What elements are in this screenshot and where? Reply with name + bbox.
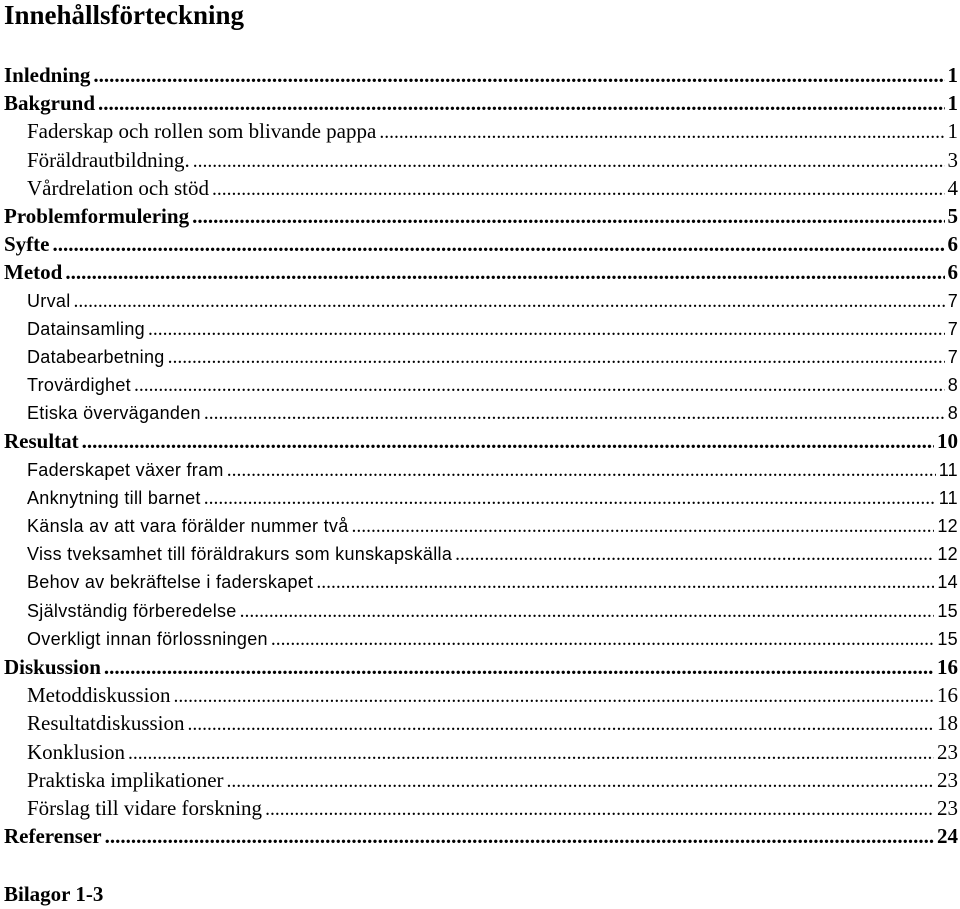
toc-entry[interactable] [0,258,960,286]
toc-entry-label: Diskussion [4,654,101,679]
appendix-label: Bilagor 1-3 [4,882,104,906]
toc-entry-page-number: 12 [937,544,958,565]
toc-entry-page-number: 18 [937,711,958,736]
toc-entry-label: Etiska överväganden [27,403,201,424]
toc-entry[interactable] [0,343,960,371]
toc-entry-page-number: 8 [947,403,958,424]
toc-dot-leader [104,653,934,681]
toc-entry[interactable] [0,709,960,737]
toc-dot-leader [192,202,944,230]
toc-entry-page-number: 1 [947,63,958,87]
toc-entry-page-number: 11 [938,487,958,508]
toc-entry-label: Faderskap och rollen som blivande pappa [27,119,377,144]
toc-entry-page-number: 1 [947,119,958,144]
toc-entry[interactable] [0,174,960,202]
toc-entry-page-number: 23 [937,739,958,764]
toc-dot-leader [193,148,945,174]
toc-dot-leader [227,457,936,484]
toc-dot-leader [240,598,935,625]
toc-dot-leader [316,569,934,596]
toc-entry-page-number: 12 [937,516,958,536]
toc-dot-leader [65,258,944,286]
toc-entry-label: Föräldrautbildning. [27,147,190,172]
toc-dot-leader [168,344,945,371]
toc-dot-leader [105,822,934,850]
toc-list [0,61,960,850]
toc-dot-leader [53,230,945,258]
toc-entry[interactable] [0,89,960,117]
toc-entry[interactable] [0,287,960,315]
toc-entry-label: Behov av bekräftelse i faderskapet [27,572,314,593]
toc-entry[interactable] [0,625,960,653]
toc-entry[interactable] [0,427,960,455]
toc-entry-label: Overkligt innan förlossningen [27,628,268,649]
toc-dot-leader [455,541,934,568]
toc-entry-label: Datainsamling [27,318,145,339]
toc-dot-leader [265,796,934,822]
toc-dot-leader [148,316,945,343]
toc-entry-page-number: 16 [937,683,958,708]
toc-entry[interactable] [0,399,960,427]
toc-entry-page-number: 14 [937,572,958,593]
toc-entry-label: Självständig förberedelse [27,600,237,621]
toc-entry-label: Metod [4,260,63,285]
toc-entry-label: Databearbetning [27,346,165,367]
toc-entry[interactable] [0,540,960,568]
toc-entry-label: Resultat [4,429,79,454]
toc-entry[interactable] [0,568,960,596]
toc-entry-label: Inledning [4,63,91,87]
toc-dot-leader [188,711,934,737]
toc-entry-label: Metoddiskussion [27,683,171,708]
toc-entry-label: Faderskapet växer fram [27,459,224,480]
toc-entry-label: Anknytning till barnet [27,487,201,508]
toc-dot-leader [352,513,935,540]
toc-entry-label: Urval [27,290,71,311]
toc-entry-label: Resultatdiskussion [27,711,185,736]
toc-entry-page-number: 7 [947,318,958,339]
toc-entry[interactable] [0,456,960,484]
toc-dot-leader [227,768,934,794]
page-title: Innehållsförteckning [4,0,245,30]
toc-entry[interactable] [0,512,960,540]
toc-entry-page-number: 11 [938,459,958,480]
toc-dot-leader [212,176,945,202]
toc-dot-leader [174,683,934,709]
toc-entry-label: Viss tveksamhet till föräldrakurs som kunskapskälla [27,544,453,565]
toc-entry-page-number: 15 [937,600,958,621]
toc-entry[interactable] [0,653,960,681]
toc-dot-leader [379,119,944,145]
toc-entry[interactable] [0,766,960,794]
toc-entry-label: Trovärdighet [27,375,131,396]
toc-entry-page-number: 7 [947,346,958,367]
toc-entry[interactable] [0,230,960,258]
toc-entry-page-number: 23 [937,795,958,820]
toc-entry[interactable] [0,315,960,343]
toc-entry[interactable] [0,202,960,230]
toc-dot-leader [98,89,944,117]
toc-entry-label: Vårdrelation och stöd [27,175,209,200]
toc-entry-page-number: 15 [937,628,958,649]
toc-entry-label: Förslag till vidare forskning [27,795,263,820]
toc-entry-label: Syfte [4,232,50,257]
toc-entry-page-number: 7 [947,290,958,311]
toc-entry-page-number: 8 [947,375,958,396]
toc-entry[interactable] [0,681,960,709]
toc-entry[interactable] [0,146,960,174]
toc-entry[interactable] [0,822,960,850]
toc-dot-leader [93,61,944,89]
toc-entry[interactable] [0,61,960,89]
toc-entry-label: Praktiska implikationer [27,767,224,792]
toc-entry-page-number: 24 [937,824,958,849]
toc-entry-label: Känsla av att vara förälder nummer två [27,516,349,536]
toc-dot-leader [204,400,945,427]
toc-dot-leader [134,372,945,399]
toc-entry[interactable] [0,738,960,766]
toc-dot-leader [82,427,934,455]
toc-entry-page-number: 6 [947,260,958,285]
toc-dot-leader [74,288,945,315]
toc-entry-label: Bakgrund [4,91,96,116]
toc-entry-page-number: 3 [947,147,958,172]
toc-entry[interactable] [0,597,960,625]
toc-entry-page-number: 1 [947,91,958,116]
toc-entry-page-number: 4 [947,175,958,200]
toc-entry[interactable] [0,484,960,512]
toc-entry-page-number: 10 [937,429,958,454]
toc-dot-leader [271,626,935,653]
toc-entry[interactable] [0,371,960,399]
toc-entry-page-number: 23 [937,767,958,792]
toc-entry-label: Referenser [4,824,102,849]
toc-entry-page-number: 16 [937,654,958,679]
toc-entry[interactable] [0,117,960,145]
toc-entry[interactable] [0,794,960,822]
toc-dot-leader [128,740,934,766]
toc-entry-label: Problemformulering [4,203,190,228]
toc-entry-label: Konklusion [27,739,126,764]
toc-dot-leader [204,485,936,512]
toc-entry-page-number: 6 [947,232,958,257]
toc-entry-page-number: 5 [947,203,958,228]
